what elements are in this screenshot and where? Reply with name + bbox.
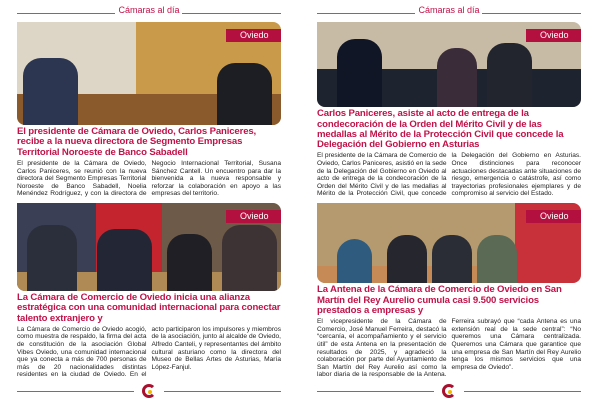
article-body: El vicepresidente de la Cámara de Comercio, José Manuel Ferreira, destacó la “cercanía, el acompañamiento y el servicio útil” de esta Antena en la presentación de resultados de 2025, y agradeció la colaboración por parte del Ayuntamiento de San Martín del Rey Aurelio así como la labor diaria de la responsable de la Antena. Ferreira subrayó que “cada Antena es una extensión real de la sede central”: “No queremos una Cámara centralizada. Queremos una Cámara que garantice que una empresa de San Martín del Rey Aurelio tenga los mismos servicios que una empresa de Oviedo”. bbox=[317, 318, 581, 379]
footer-rule bbox=[464, 391, 581, 392]
location-badge: Oviedo bbox=[226, 29, 281, 42]
article-title[interactable]: El presidente de Cámara de Oviedo, Carlos Paniceres, recibe a la nueva directora de Segmento Empresas Territorial Noroeste de Banco Sabadell bbox=[17, 126, 257, 158]
footer-rule bbox=[164, 391, 281, 392]
right-page bbox=[317, 0, 581, 406]
left-page bbox=[17, 0, 281, 406]
article-photo bbox=[17, 22, 281, 125]
footer-rule bbox=[17, 391, 134, 392]
article bbox=[17, 203, 281, 379]
location-badge: Oviedo bbox=[526, 210, 581, 223]
location-badge: Oviedo bbox=[526, 29, 581, 42]
article bbox=[317, 203, 581, 379]
camara-logo-icon bbox=[442, 384, 456, 398]
article-title[interactable]: Carlos Paniceres, asiste al acto de entrega de la condecoración de la Orden del Mérito Civil y de las medallas al Mérito de la Protección Civil que concede la Delegación del Gobierno en Asturias bbox=[317, 108, 564, 151]
article bbox=[17, 22, 281, 198]
article-photo bbox=[17, 203, 281, 291]
article-title[interactable]: La Cámara de Comercio de Oviedo inicia una alianza estratégica con una comunidad internacional para conectar talento extranjero y bbox=[17, 291, 281, 324]
article bbox=[317, 22, 581, 198]
footer-rule bbox=[317, 391, 434, 392]
location-badge: Oviedo bbox=[226, 210, 281, 223]
section-title: Cámaras al día bbox=[418, 5, 480, 15]
article-body: El presidente de la Cámara de Oviedo, Carlos Paniceres, se reunió con la nueva directora del Segmento Empresas Territorial Noroeste de Banco Sabadell, Noelia Menéndez Rodríguez, y con la directora de Negocio Internacional Territorial, Susana Sánchez Cantell. Un encuentro para dar la bienvenida a la nueva responsable y reforzar la colaboración en apoyo a las empresas del territorio. bbox=[17, 160, 281, 198]
article-photo bbox=[317, 203, 581, 283]
camara-logo-icon bbox=[142, 384, 156, 398]
section-header bbox=[17, 5, 281, 19]
section-header bbox=[317, 5, 581, 19]
page-footer bbox=[317, 384, 581, 398]
section-title: Cámaras al día bbox=[118, 5, 180, 15]
page-footer bbox=[17, 384, 281, 398]
article-body: La Cámara de Comercio de Oviedo acogió, como muestra de respaldo, la firma del acta de constitución de la asociación Global Vibes Oviedo, una comunidad internacional que ya conecta a más de 700 personas de más de 20 nacionalidades distintas residentes en la ciudad de Oviedo. En el acto participaron los impulsores y miembros de la asociación, junto al alcalde de Oviedo, Alfredo Canteli, y representantes del ámbito cultural asturiano como la directora del Museo de Bellas Artes de Asturias, María López-Fanjul. bbox=[17, 325, 281, 379]
article-body: El presidente de la Cámara de Comercio de Oviedo, Carlos Paniceres, asistió en la sede de la Delegación del Gobierno en Oviedo al acto de entrega de la condecoración de la Orden del Mérito Civil y de las medallas al Mérito de la Protección Civil, que concede la Delegación del Gobierno en Asturias. Once distinciones para reconocer actuaciones destacadas ante situaciones de riesgo, emergencia o catástrofe, así como trayectorias profesionales ejemplares y de compromiso al servicio del Estado. bbox=[317, 152, 581, 198]
article-title[interactable]: La Antena de la Cámara de Comercio de Oviedo en San Martín del Rey Aurelio cumula casi 9.500 servicios prestados a empresas y bbox=[317, 284, 562, 316]
article-photo bbox=[317, 22, 581, 107]
